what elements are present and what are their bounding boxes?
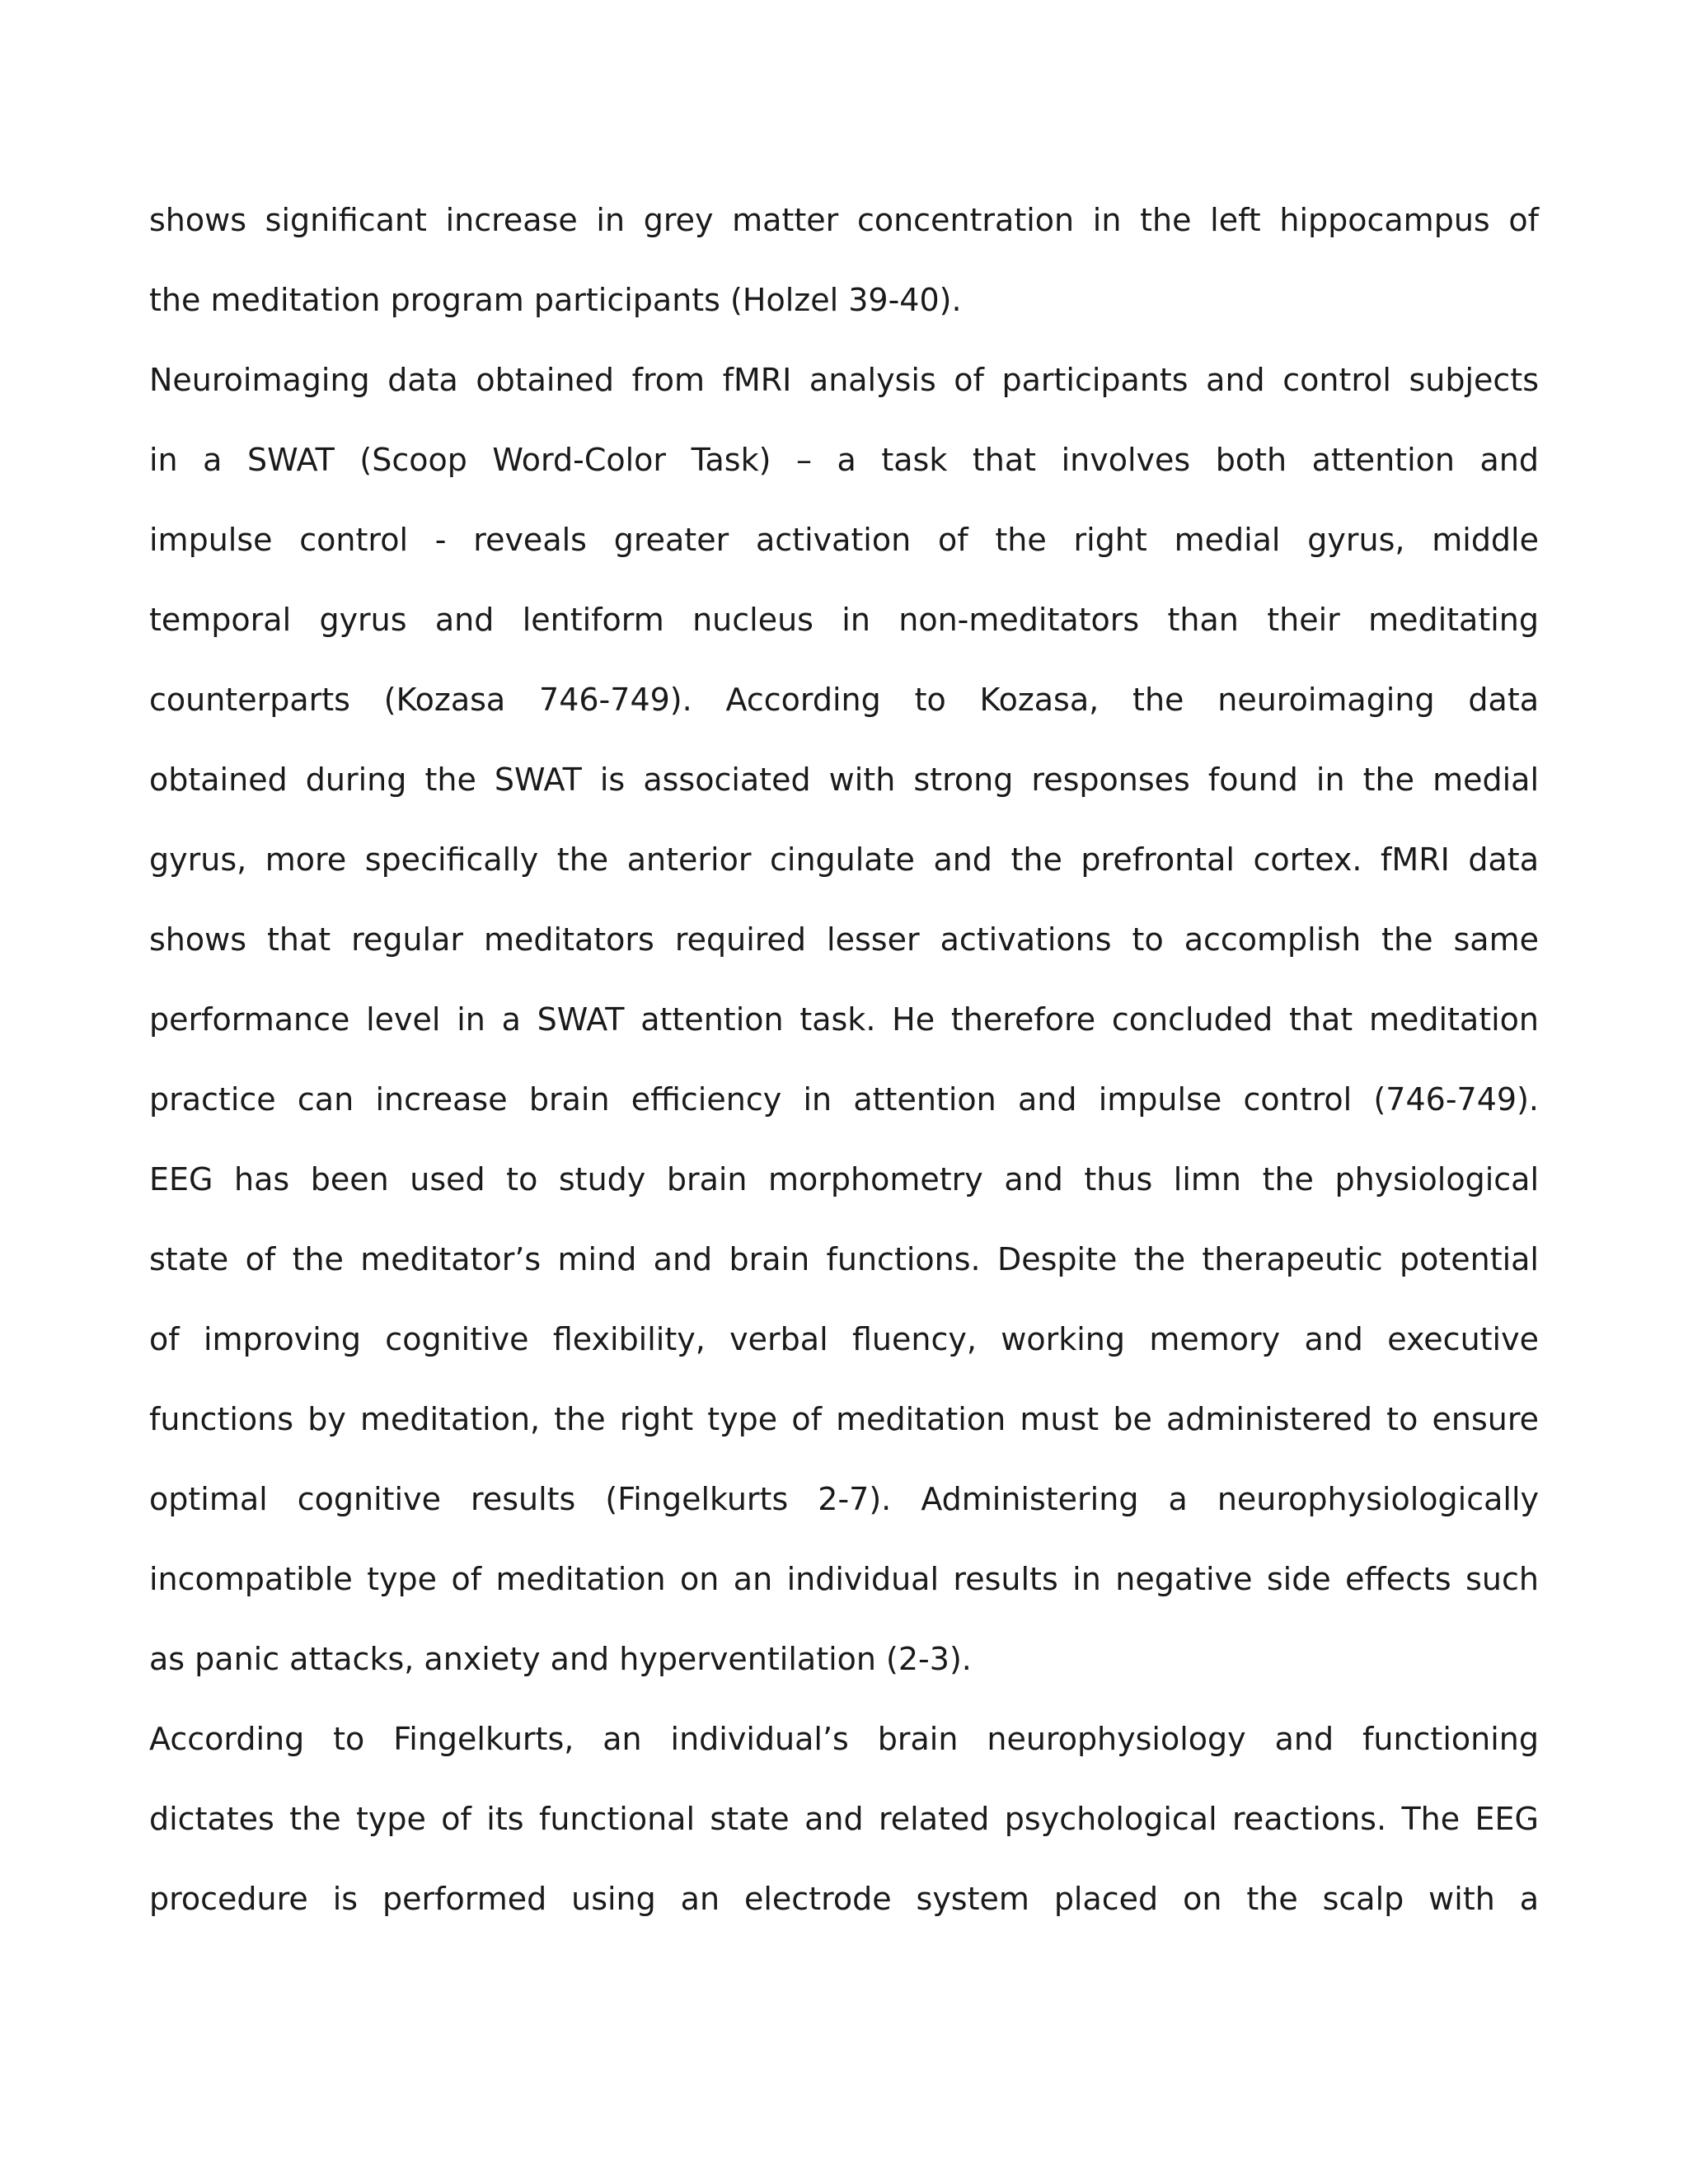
text-line: performance level in a SWAT attention task. He therefore concluded that meditation bbox=[149, 1001, 1539, 1038]
text-line: of improving cognitive flexibility, verbal fluency, working memory and executive bbox=[149, 1321, 1539, 1357]
text-line: Neuroimaging data obtained from fMRI analysis of participants and control subjects bbox=[149, 362, 1539, 398]
text-line: functions by meditation, the right type of meditation must be administered to ensure bbox=[149, 1401, 1539, 1437]
text-line: impulse control - reveals greater activation of the right medial gyrus, middle bbox=[149, 522, 1539, 558]
text-line: state of the meditator’s mind and brain functions. Despite the therapeutic potential bbox=[149, 1241, 1539, 1277]
text-line: as panic attacks, anxiety and hyperventilation (2-3). bbox=[149, 1641, 972, 1677]
text-line: EEG has been used to study brain morphometry and thus limn the physiological bbox=[149, 1161, 1539, 1197]
text-line: practice can increase brain efficiency in attention and impulse control (746-749). bbox=[149, 1081, 1539, 1118]
text-line: gyrus, more specifically the anterior cingulate and the prefrontal cortex. fMRI data bbox=[149, 841, 1539, 878]
text-line: According to Fingelkurts, an individual’s brain neurophysiology and functioning bbox=[149, 1721, 1539, 1757]
body-text bbox=[149, 198, 1539, 1957]
text-line: incompatible type of meditation on an individual results in negative side effects such bbox=[149, 1561, 1539, 1597]
text-line: shows that regular meditators required lesser activations to accomplish the same bbox=[149, 921, 1539, 958]
text-line: counterparts (Kozasa 746-749). According to Kozasa, the neuroimaging data bbox=[149, 682, 1539, 718]
text-line: optimal cognitive results (Fingelkurts 2-7). Administering a neurophysiologically bbox=[149, 1481, 1539, 1517]
text-line: shows significant increase in grey matter concentration in the left hippocampus of bbox=[149, 202, 1539, 238]
text-line: in a SWAT (Scoop Word-Color Task) – a task that involves both attention and bbox=[149, 442, 1539, 478]
text-line: the meditation program participants (Holzel 39-40). bbox=[149, 282, 962, 318]
text-line: procedure is performed using an electrode system placed on the scalp with a bbox=[149, 1881, 1539, 1917]
text-line: dictates the type of its functional state and related psychological reactions. The EEG bbox=[149, 1801, 1539, 1837]
text-line: temporal gyrus and lentiform nucleus in non-meditators than their meditating bbox=[149, 602, 1539, 638]
text-line: obtained during the SWAT is associated with strong responses found in the medial bbox=[149, 762, 1539, 798]
